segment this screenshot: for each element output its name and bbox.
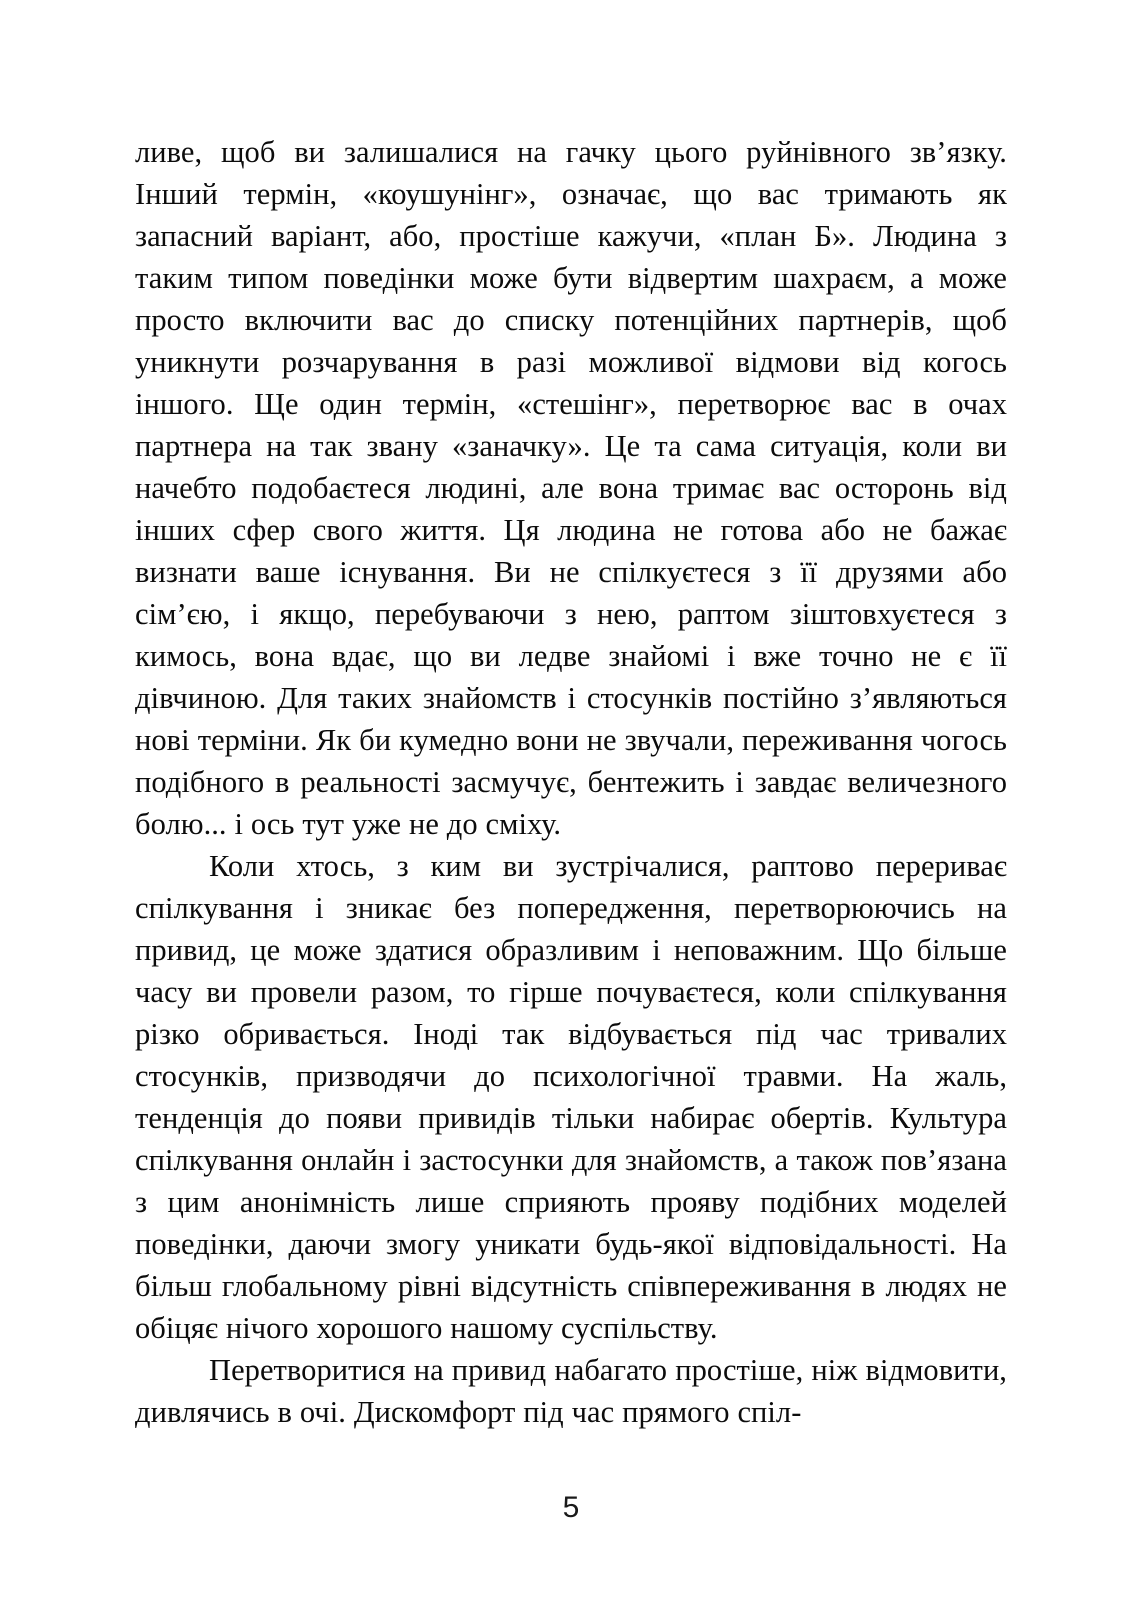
page-number: 5 — [562, 1491, 580, 1524]
body-paragraph: Коли хтось, з ким ви зустрічалися, раптово перериває спілкування і зникає без попередження, перетворюючись на привид, це може здатися образливим і неповажним. Що більше часу ви провели разом, то гірше почуваєтеся, коли спілкування різко обривається. Іноді так відбувається під час тривалих стосунків, призводячи до психологічної травми. На жаль, тенденція до появи привидів тільки набирає обертів. Культура спілкування онлайн і застосунки для знайомств, а також пов’язана з цим анонімність лише сприяють прояву подібних моделей поведінки, даючи змогу уникати будь-якої відповідальності. На більш глобальному рівні відсутність співпереживання в людях не обіцяє нічого хорошого нашому суспільству. — [135, 849, 1007, 1345]
body-paragraph: ливе, щоб ви залишалися на гачку цього руйнівного зв’язку. Інший термін, «коушунінг», означає, що вас тримають як запасний варіант, або, простіше кажучи, «план Б». Людина з таким типом поведінки може бути відвертим шахраєм, а може просто включити вас до списку потенційних партнерів, щоб уникнути розчарування в разі можливої відмови від когось іншого. Ще один термін, «стешінг», перетворює вас в очах партнера на так звану «заначку». Це та сама ситуація, коли ви начебто подобаєтеся людині, але вона тримає вас осторонь від інших сфер свого життя. Ця людина не готова або не бажає визнати ваше існування. Ви не спілкуєтеся з її друзями або сім’єю, і якщо, перебуваючи з нею, раптом зіштовхуєтеся з кимось, вона вдає, що ви ледве знайомі і вже точно не є її дівчиною. Для таких знайомств і стосунків постійно з’являються нові терміни. Як би кумедно вони не звучали, переживання чогось подібного в реальності засмучує, бентежить і завдає величезного болю... і ось тут уже не до сміху. — [135, 135, 1007, 841]
page-text-block — [135, 131, 1007, 1433]
body-paragraph: Перетворитися на привид набагато простіше, ніж відмовити, дивлячись в очі. Дискомфорт під час прямого спіл- — [135, 1353, 1007, 1429]
